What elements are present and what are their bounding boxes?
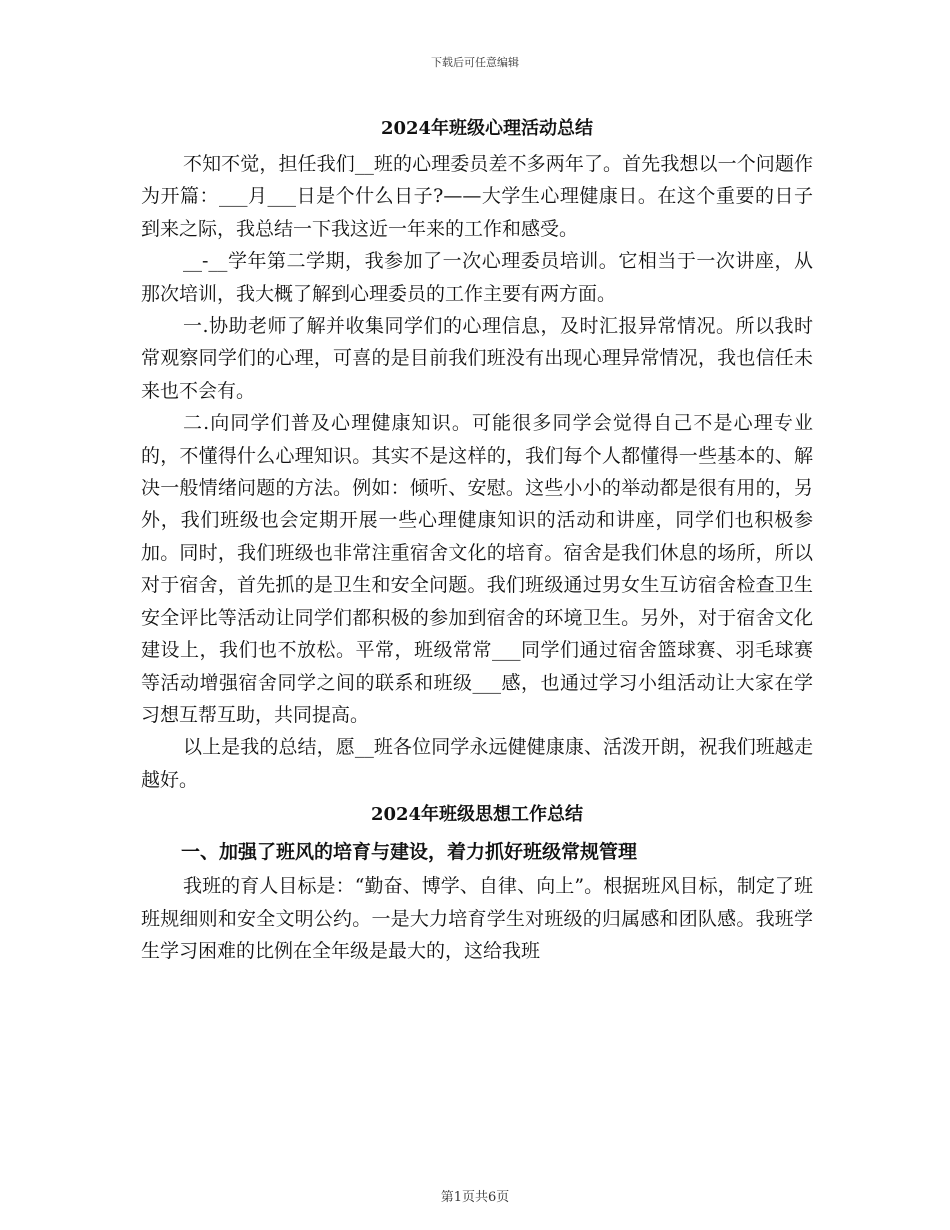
paragraph: 以上是我的总结，愿__班各位同学永远健健康康、活泼开朗，祝我们班越走越好。: [141, 736, 813, 791]
document-title: 2024年班级心理活动总结: [380, 118, 594, 139]
page-number: 第1页共6页: [440, 1190, 510, 1205]
section-title: 2024年班级思想工作总结: [370, 804, 584, 826]
paragraph: __-__学年第二学期，我参加了一次心理委员培训。它相当于一次讲座，从那次培训，我大概了解到心理委员的工作主要有两方面。: [141, 250, 813, 305]
paragraph: 我班的育人目标是：“勤奋、博学、自律、向上”。根据班风目标，制定了班班规细则和安全文明公约。一是大力培育学生对班级的归属感和团队感。我班学生学习困难的比例在全年级是最大的，这给我班: [141, 875, 813, 962]
header-note: 下载后可任意编辑: [431, 56, 519, 69]
paragraph: 不知不觉，担任我们__班的心理委员差不多两年了。首先我想以一个问题作为开篇：___月___日是个什么日子?——大学生心理健康日。在这个重要的日子到来之际，我总结一下我这近一年来的工作和感受。: [141, 153, 813, 240]
paragraph: 一.协助老师了解并收集同学们的心理信息，及时汇报异常情况。所以我时常观察同学们的心理，可喜的是目前我们班没有出现心理异常情况，我也信任未来也不会有。: [141, 315, 813, 402]
paragraph: 二.向同学们普及心理健康知识。可能很多同学会觉得自己不是心理专业的，不懂得什么心理知识。其实不是这样的，我们每个人都懂得一些基本的、解决一般情绪问题的方法。例如：倾听、安慰。这些小小的举动都是很有用的，另外，我们班级也会定期开展一些心理健康知识的活动和讲座，同学们也积极参加。同时，我们班级也非常注重宿舍文化的培育。宿舍是我们休息的场所，所以对于宿舍，首先抓的是卫生和安全问题。我们班级通过男女生互访宿舍检查卫生安全评比等活动让同学们都积极的参加到宿舍的环境卫生。另外，对于宿舍文化建设上，我们也不放松。平常，班级常常___同学们通过宿舍篮球赛、羽毛球赛等活动增强宿舍同学之间的联系和班级___感，也通过学习小组活动让大家在学习想互帮互助，共同提高。: [141, 412, 813, 726]
section-heading: 一、加强了班风的培育与建设，着力抓好班级常规管理: [181, 841, 638, 864]
document-body: [141, 110, 813, 967]
